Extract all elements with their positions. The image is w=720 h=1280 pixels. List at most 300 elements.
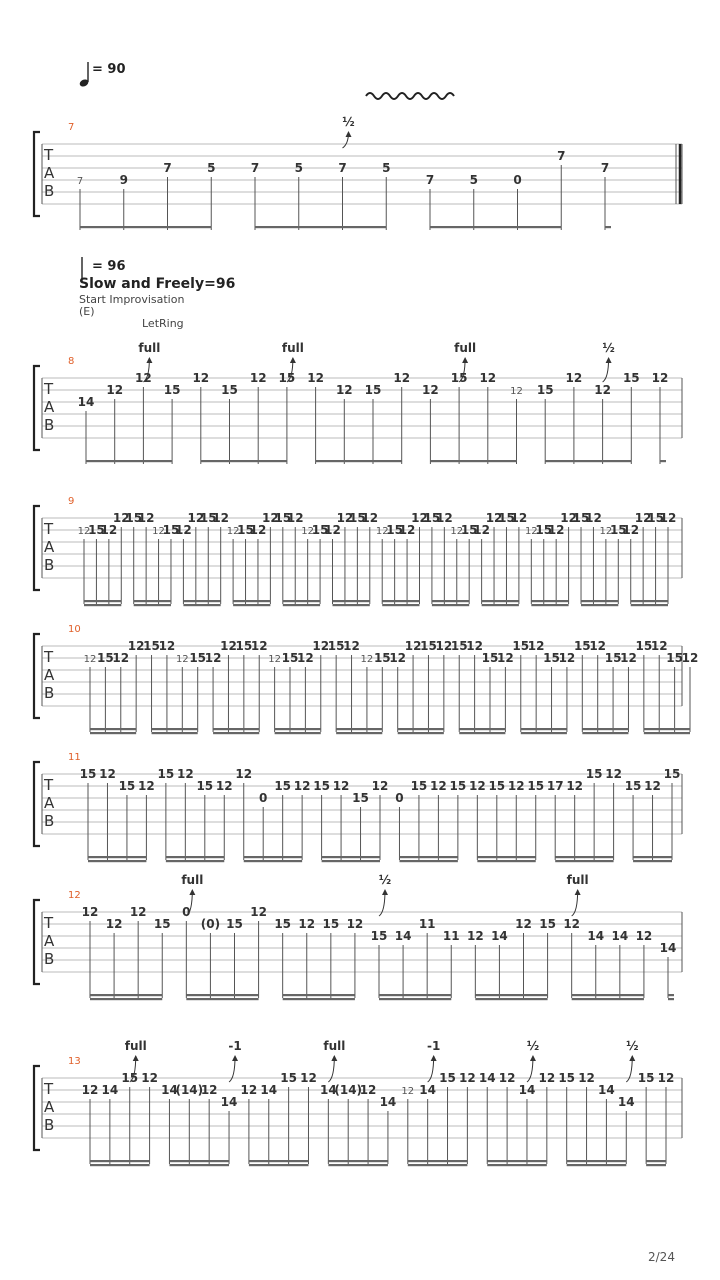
fret-number: 15 — [647, 511, 664, 525]
note-beam — [382, 604, 419, 606]
fret-number: 15 — [79, 767, 97, 781]
tab-system-7 — [0, 1026, 720, 1161]
bend-arrow — [189, 889, 195, 895]
bend-label: ½ — [526, 1039, 540, 1053]
fret-number: 12 — [479, 371, 497, 385]
fret-number: 15 — [352, 791, 369, 805]
note-beam — [328, 1160, 388, 1162]
fret-number: 12 — [250, 905, 267, 919]
fret-number: 12 — [99, 767, 116, 781]
fret-number: 12 — [466, 929, 484, 943]
note-beam — [408, 1164, 468, 1166]
measure-number: 13 — [68, 1056, 81, 1067]
note-beam — [432, 600, 469, 602]
fret-number: 15 — [488, 779, 506, 793]
fret-number: 12 — [605, 767, 622, 781]
fret-number: 15 — [663, 767, 681, 781]
fret-number: 15 — [274, 779, 292, 793]
bend-arrow — [629, 1055, 635, 1061]
note-beam — [249, 1160, 309, 1162]
fret-number: 15 — [313, 779, 330, 793]
fret-number: 14 — [598, 1083, 615, 1097]
fret-number: 15 — [118, 779, 136, 793]
fret-number: 15 — [373, 651, 391, 665]
fret-number: 12 — [563, 917, 581, 931]
fret-number: 0 — [395, 791, 404, 805]
note-beam — [644, 732, 690, 734]
note-beam — [152, 728, 198, 730]
note-beam — [660, 460, 666, 462]
fret-number: 15 — [512, 639, 530, 653]
measure-number: 9 — [68, 496, 75, 507]
measure-number: 7 — [68, 122, 75, 133]
fret-number: 12 — [497, 651, 514, 665]
fret-number: 17 — [546, 779, 564, 793]
system-bracket — [34, 762, 40, 846]
ghost-fret-number: 12 — [401, 1086, 415, 1097]
system-bracket — [34, 506, 40, 590]
tab-clef-letter: B — [44, 950, 55, 968]
fret-number: 12 — [538, 1071, 556, 1085]
ghost-fret-number: 7 — [76, 176, 84, 187]
note-beam — [275, 732, 321, 734]
fret-number: 14 — [587, 929, 605, 943]
fret-number: 15 — [157, 767, 175, 781]
ghost-fret-number: 12 — [175, 654, 189, 665]
note-beam — [186, 998, 258, 1000]
fret-number: 12 — [332, 779, 350, 793]
bend-label: full — [323, 1039, 346, 1053]
note-beam — [333, 604, 370, 606]
fret-number: 12 — [335, 383, 353, 397]
tab-system-3 — [0, 490, 720, 600]
note-beam — [555, 856, 613, 858]
note-beam — [408, 1160, 468, 1162]
fret-number: 15 — [423, 511, 441, 525]
fret-number: 12 — [473, 523, 490, 537]
note-beam — [283, 998, 355, 1000]
measure-number: 10 — [68, 624, 81, 635]
fret-number: 12 — [558, 651, 576, 665]
bend-label: full — [138, 341, 161, 355]
tempo-direction: Slow and Freely=96 — [79, 276, 236, 292]
tab-clef-letter: A — [44, 538, 55, 556]
fret-number: 12 — [204, 651, 222, 665]
note-beam — [275, 728, 321, 730]
note-beam — [521, 732, 567, 734]
fret-number: 15 — [196, 779, 214, 793]
fret-number: 0 — [182, 905, 191, 919]
fret-number: 12 — [459, 1071, 476, 1085]
fret-number: 15 — [450, 371, 468, 385]
note-beam — [90, 998, 162, 1000]
fret-number: 7 — [425, 173, 435, 187]
fret-number: 0 — [513, 173, 522, 187]
note-beam — [244, 856, 302, 858]
fret-number: 15 — [97, 651, 114, 665]
fret-number: 12 — [644, 779, 661, 793]
fret-number: 12 — [138, 779, 155, 793]
bend-label: ½ — [342, 115, 355, 129]
note-beam — [646, 1164, 666, 1166]
bend-arrow — [146, 357, 152, 363]
ghost-fret-number: 12 — [450, 526, 464, 537]
fret-number: 12 — [240, 1083, 258, 1097]
fret-number: 12 — [286, 511, 304, 525]
fret-number: 15 — [439, 1071, 456, 1085]
fret-number: 15 — [327, 639, 345, 653]
note-beam — [646, 1160, 666, 1162]
fret-number: 15 — [274, 511, 292, 525]
note-beam — [668, 994, 674, 996]
note-beam — [255, 226, 386, 228]
fret-number: 14 — [260, 1083, 278, 1097]
fret-number: 12 — [343, 639, 360, 653]
fret-number: 15 — [143, 639, 160, 653]
tab-clef-letter: T — [44, 648, 54, 666]
fret-number: 12 — [430, 779, 447, 793]
note-beam — [581, 604, 618, 606]
system-bracket — [34, 900, 40, 984]
note-beam — [249, 1164, 309, 1166]
ghost-fret-number: 12 — [268, 654, 281, 665]
fret-number: 15 — [666, 651, 683, 665]
fret-number: 15 — [153, 917, 171, 931]
fret-number: 12 — [293, 779, 311, 793]
note-beam — [398, 732, 444, 734]
fret-number: 12 — [324, 523, 341, 537]
ghost-fret-number: 12 — [524, 526, 538, 537]
tab-clef-letter: A — [44, 932, 55, 950]
fret-number: 15 — [539, 917, 556, 931]
note-beam — [244, 860, 302, 862]
fret-number: 12 — [485, 511, 503, 525]
fret-number: 14 — [478, 1071, 496, 1085]
fret-number: 12 — [300, 1071, 317, 1085]
note-beam — [605, 226, 611, 228]
note-beam — [233, 600, 270, 602]
note-beam — [572, 998, 644, 1000]
note-beam — [166, 860, 224, 862]
fret-number: 12 — [594, 383, 611, 397]
note-beam — [88, 860, 146, 862]
fret-number: 12 — [297, 651, 314, 665]
bend-arrow — [575, 889, 581, 895]
fret-number: 12 — [620, 651, 637, 665]
fret-number: 5 — [469, 173, 478, 187]
note-beam — [582, 728, 628, 730]
fret-number: 14 — [394, 929, 412, 943]
fret-number: 12 — [249, 523, 267, 537]
bend-arrow — [431, 1055, 437, 1061]
bend-label: ½ — [378, 873, 392, 887]
note-beam — [399, 856, 457, 858]
tempo-marking-90 — [78, 60, 138, 90]
fret-number: 12 — [398, 523, 416, 537]
fret-number: 12 — [176, 767, 194, 781]
fret-number: 12 — [187, 511, 205, 525]
improvisation-direction: Start Improvisation — [79, 293, 185, 306]
fret-number: 12 — [435, 511, 453, 525]
fret-number: 15 — [624, 779, 642, 793]
fret-number: 9 — [119, 173, 128, 187]
note-beam — [152, 732, 198, 734]
note-beam — [644, 728, 690, 730]
fret-number: 12 — [435, 639, 453, 653]
note-beam — [88, 856, 146, 858]
note-beam — [430, 226, 561, 228]
fret-number: 12 — [515, 917, 532, 931]
fret-number: 14 — [659, 941, 677, 955]
fret-number: 15 — [221, 383, 238, 397]
note-beam — [90, 994, 162, 996]
note-beam — [90, 732, 136, 734]
measure-number: 11 — [68, 752, 81, 763]
bend-arrow — [232, 1055, 238, 1061]
fret-number: 12 — [175, 523, 192, 537]
fret-number: 12 — [560, 511, 577, 525]
fret-number: 15 — [573, 639, 591, 653]
note-beam — [432, 604, 469, 606]
note-beam — [631, 604, 668, 606]
fret-number: 12 — [578, 1071, 595, 1085]
note-beam — [316, 460, 402, 462]
fret-number: 15 — [162, 523, 180, 537]
bend-label: full — [454, 341, 477, 355]
fret-number: 12 — [466, 639, 483, 653]
note-beam — [283, 604, 320, 606]
fret-number: 15 — [622, 371, 640, 385]
fret-number: 12 — [527, 639, 545, 653]
tab-clef-letter: A — [44, 666, 55, 684]
fret-number: 7 — [557, 149, 566, 163]
fret-number: 12 — [635, 929, 653, 943]
fret-number: 15 — [420, 639, 437, 653]
system-bracket — [34, 366, 40, 450]
tempo-label: = 96 — [92, 259, 126, 274]
measure-number: 12 — [68, 890, 81, 901]
note-beam — [90, 1164, 150, 1166]
bend-arrow — [606, 357, 612, 363]
fret-number: 15 — [278, 371, 296, 385]
fret-number: 12 — [566, 779, 584, 793]
tab-clef-letter: A — [44, 1098, 55, 1116]
note-beam — [134, 604, 171, 606]
note-beam — [84, 604, 121, 606]
bend-label: -1 — [426, 1039, 441, 1053]
tab-system-2 — [0, 336, 720, 466]
note-beam — [382, 600, 419, 602]
fret-number: 14 — [319, 1083, 337, 1097]
ghost-fret-number: 12 — [301, 526, 315, 537]
tab-system-1 — [0, 115, 720, 228]
fret-number: 12 — [192, 371, 210, 385]
fret-number: 12 — [312, 639, 330, 653]
note-beam — [186, 994, 258, 996]
fret-number: 12 — [681, 651, 699, 665]
fret-number: 12 — [371, 779, 389, 793]
note-beam — [84, 600, 121, 602]
fret-number: 15 — [498, 511, 515, 525]
fret-number: (0) — [200, 917, 221, 931]
fret-number: 15 — [189, 651, 207, 665]
note-beam — [487, 1160, 547, 1162]
note-beam — [531, 604, 568, 606]
tab-clef-letter: T — [44, 776, 54, 794]
note-beam — [336, 732, 382, 734]
ghost-fret-number: 12 — [152, 526, 165, 537]
fret-number: 12 — [249, 371, 267, 385]
tab-clef-letter: A — [44, 794, 55, 812]
fret-number: 12 — [650, 639, 668, 653]
fret-number: 12 — [359, 1083, 377, 1097]
note-beam — [134, 600, 171, 602]
fret-number: 15 — [364, 383, 382, 397]
fret-number: 12 — [105, 917, 123, 931]
note-beam — [572, 994, 644, 996]
fret-number: 12 — [212, 511, 230, 525]
fret-number: 12 — [262, 511, 279, 525]
bend-arrow — [530, 1055, 536, 1061]
ghost-fret-number: 12 — [360, 654, 374, 665]
note-beam — [336, 728, 382, 730]
note-beam — [90, 728, 136, 730]
fret-number: 12 — [81, 905, 99, 919]
fret-number: 12 — [135, 371, 152, 385]
fret-number: 15 — [226, 917, 243, 931]
fret-number: 15 — [536, 383, 554, 397]
fret-number: 15 — [558, 1071, 576, 1085]
tab-clef-letter: A — [44, 164, 55, 182]
fret-number: 14 — [77, 395, 95, 409]
ghost-fret-number: 12 — [83, 654, 97, 665]
bend-label: full — [566, 873, 589, 887]
fret-number: 12 — [361, 511, 379, 525]
fret-number: 12 — [498, 1071, 516, 1085]
fret-number: 12 — [298, 917, 316, 931]
note-beam — [201, 460, 287, 462]
note-beam — [399, 860, 457, 862]
fret-number: 12 — [547, 523, 565, 537]
fret-number: 14 — [101, 1083, 119, 1097]
fret-number: 5 — [294, 161, 303, 175]
note-beam — [322, 860, 380, 862]
note-beam — [283, 994, 355, 996]
bend-label: ½ — [626, 1039, 639, 1053]
fret-number: 15 — [121, 1071, 139, 1085]
tab-clef-letter: B — [44, 812, 55, 830]
tab-clef-letter: T — [44, 1080, 54, 1098]
fret-number: 12 — [389, 651, 407, 665]
fret-number: 15 — [386, 523, 403, 537]
fret-number: 12 — [220, 639, 237, 653]
fret-number: 12 — [127, 639, 145, 653]
ghost-fret-number: 12 — [77, 526, 91, 537]
fret-number: 14 — [611, 929, 629, 943]
fret-number: 12 — [141, 1071, 158, 1085]
note-beam — [459, 732, 505, 734]
fret-number: 12 — [622, 523, 640, 537]
note-beam — [581, 600, 618, 602]
note-beam — [166, 856, 224, 858]
let-ring-direction: LetRing — [142, 317, 184, 330]
fret-number: 15 — [637, 1071, 655, 1085]
fret-number: 12 — [200, 1083, 218, 1097]
system-bracket — [34, 634, 40, 718]
note-beam — [430, 460, 516, 462]
fret-number: 11 — [442, 929, 460, 943]
fret-number: 15 — [460, 523, 478, 537]
fret-number: 15 — [450, 639, 468, 653]
fret-number: 12 — [585, 511, 602, 525]
fret-number: 14 — [161, 1083, 178, 1097]
note-beam — [169, 1160, 229, 1162]
fret-number: 15 — [609, 523, 627, 537]
note-beam — [477, 860, 535, 862]
fret-number: 12 — [100, 523, 118, 537]
fret-number: 15 — [449, 779, 467, 793]
tab-clef-letter: T — [44, 914, 54, 932]
note-beam — [169, 1164, 229, 1166]
fret-number: 15 — [572, 511, 590, 525]
fret-number: 15 — [604, 651, 622, 665]
note-beam — [183, 600, 220, 602]
ghost-fret-number: 12 — [226, 526, 240, 537]
note-beam — [283, 600, 320, 602]
note-beam — [459, 728, 505, 730]
fret-number: 14 — [419, 1083, 437, 1097]
fret-number: 15 — [274, 917, 292, 931]
note-beam — [633, 860, 672, 862]
note-beam — [379, 994, 451, 996]
fret-number: 15 — [527, 779, 545, 793]
note-beam — [213, 732, 259, 734]
note-beam — [545, 460, 631, 462]
fret-number: 7 — [600, 161, 610, 175]
fret-number: 15 — [199, 511, 217, 525]
fret-number: 12 — [468, 779, 486, 793]
fret-number: 0 — [259, 791, 268, 805]
fret-number: 14 — [518, 1083, 536, 1097]
fret-number: 15 — [125, 511, 143, 525]
tempo-label: = 90 — [92, 62, 126, 77]
fret-number: 12 — [307, 371, 324, 385]
note-beam — [531, 600, 568, 602]
note-beam — [633, 856, 672, 858]
fret-number: 7 — [250, 161, 260, 175]
fret-number: 5 — [207, 161, 216, 175]
fret-number: 15 — [410, 779, 428, 793]
measure-number: 8 — [68, 356, 75, 367]
bend-label: ½ — [602, 341, 615, 355]
fret-number: 15 — [235, 639, 253, 653]
tab-clef-letter: A — [44, 398, 55, 416]
note-beam — [90, 1160, 150, 1162]
fret-number: 12 — [158, 639, 176, 653]
system-bracket — [34, 132, 40, 216]
fret-number: 15 — [237, 523, 254, 537]
fret-number: 15 — [322, 917, 340, 931]
fret-number: 15 — [370, 929, 388, 943]
note-beam — [482, 600, 519, 602]
tab-clef-letter: B — [44, 1116, 55, 1134]
fret-number: 12 — [411, 511, 428, 525]
fret-number: 12 — [336, 511, 354, 525]
fret-number: 15 — [311, 523, 329, 537]
fret-number: 12 — [565, 371, 583, 385]
tab-clef-letter: B — [44, 556, 55, 574]
fret-number: (14) — [175, 1083, 204, 1097]
